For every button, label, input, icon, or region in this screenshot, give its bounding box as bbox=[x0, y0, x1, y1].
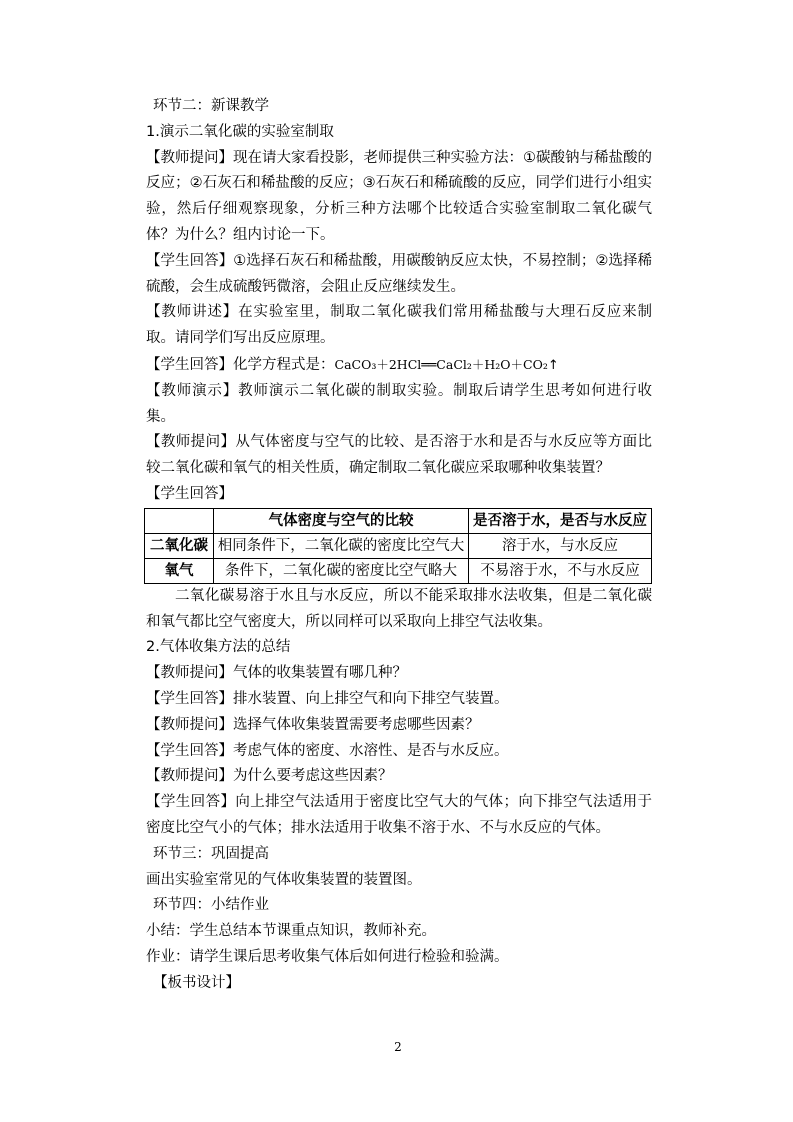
summary-text: 小结：学生总结本节课重点知识，教师补充。 bbox=[146, 923, 436, 940]
table-cell: 二氧化碳 bbox=[145, 533, 214, 558]
exercise-instruction: 画出实验室常见的气体收集装置的装置图。 bbox=[146, 871, 422, 888]
section-heading-4: 环节四：小结作业 bbox=[153, 897, 269, 914]
teacher-question-4: 【教师提问】选择气体收集装置需要考虑哪些因素？ bbox=[146, 716, 480, 733]
student-answer-2: 【学生回答】 bbox=[146, 485, 233, 502]
teacher-question-3: 【教师提问】气体的收集装置有哪几种？ bbox=[146, 665, 407, 682]
student-answer-5: 【学生回答】向上排空气法适用于密度比空气大的气体；向下排空气法适用于密度比空气小的气体；排水法适用于收集不溶于水、不与水反应的气体。 bbox=[146, 794, 652, 836]
student-answer-3: 【学生回答】排水装置、向上排空气和向下排空气装置。 bbox=[146, 690, 509, 707]
student-answer-4: 【学生回答】考虑气体的密度、水溶性、是否与水反应。 bbox=[146, 742, 509, 759]
table-row bbox=[145, 558, 652, 583]
subsection-heading-2: 2.气体收集方法的总结 bbox=[146, 639, 291, 656]
board-design-heading: 【板书设计】 bbox=[153, 974, 240, 991]
section-heading-2: 环节二：新课教学 bbox=[153, 98, 269, 114]
teacher-question-2: 【教师提问】从气体密度与空气的比较、是否溶于水和是否与水反应等方面比较二氧化碳和氧气的相关性质，确定制取二氧化碳应采取哪种收集装置？ bbox=[146, 434, 652, 477]
table-row bbox=[145, 533, 652, 558]
table-cell: 条件下，二氧化碳的密度比空气略大 bbox=[214, 558, 469, 583]
section-heading-3: 环节三：巩固提高 bbox=[153, 845, 269, 862]
table-cell: 氧气 bbox=[145, 558, 214, 583]
table-cell: 相同条件下，二氧化碳的密度比空气大 bbox=[214, 533, 469, 558]
table-header-row bbox=[145, 508, 652, 533]
chemical-equation: CaCO₃＋2HCl══CaCl₂＋H₂O＋CO₂ bbox=[334, 356, 548, 372]
subsection-heading-1: 1.演示二氧化碳的实验室制取 bbox=[146, 123, 334, 140]
student-answer-1: 【学生回答】①选择石灰石和稀盐酸，用碳酸钠反应太快，不易控制；②选择稀硫酸，会生成硫酸钙微溶，会阻止反应继续发生。 bbox=[146, 252, 652, 295]
table-cell: 不易溶于水，不与水反应 bbox=[469, 558, 652, 583]
page-content bbox=[146, 94, 652, 997]
gas-arrow-icon: ↑ bbox=[547, 357, 559, 373]
homework-text: 作业：请学生课后思考收集气体后如何进行检验和验满。 bbox=[146, 948, 509, 965]
teacher-question-1: 【教师提问】现在请大家看投影，老师提供三种实验方法：①碳酸钠与稀盐酸的反应；②石灰石和稀盐酸的反应；③石灰石和稀硫酸的反应，同学们进行小组实验，然后仔细观察现象，分析三种方法哪个比较适合实验室制取二氧化碳气体？为什么？组内讨论一下。 bbox=[146, 149, 652, 243]
equation-label: 【学生回答】化学方程式是： bbox=[146, 356, 335, 373]
table-header-cell bbox=[145, 508, 214, 533]
table-cell: 溶于水，与水反应 bbox=[469, 533, 652, 558]
comparison-table bbox=[144, 508, 652, 584]
table-header-cell: 是否溶于水，是否与水反应 bbox=[469, 508, 652, 533]
teacher-demo: 【教师演示】教师演示二氧化碳的制取实验。制取后请学生思考如何进行收集。 bbox=[146, 382, 652, 425]
teacher-question-5: 【教师提问】为什么要考虑这些因素？ bbox=[146, 768, 393, 785]
page-number: 2 bbox=[394, 1040, 402, 1054]
table-header-cell: 气体密度与空气的比较 bbox=[214, 508, 469, 533]
student-answer-equation bbox=[146, 352, 652, 379]
teacher-statement: 【教师讲述】在实验室里，制取二氧化碳我们常用稀盐酸与大理石反应来制取。请同学们写出反应原理。 bbox=[146, 304, 652, 347]
conclusion-paragraph: 二氧化碳易溶于水且与水反应，所以不能采取排水法收集，但是二氧化碳和氧气都比空气密度大，所以同样可以采取向上排空气法收集。 bbox=[146, 587, 652, 630]
